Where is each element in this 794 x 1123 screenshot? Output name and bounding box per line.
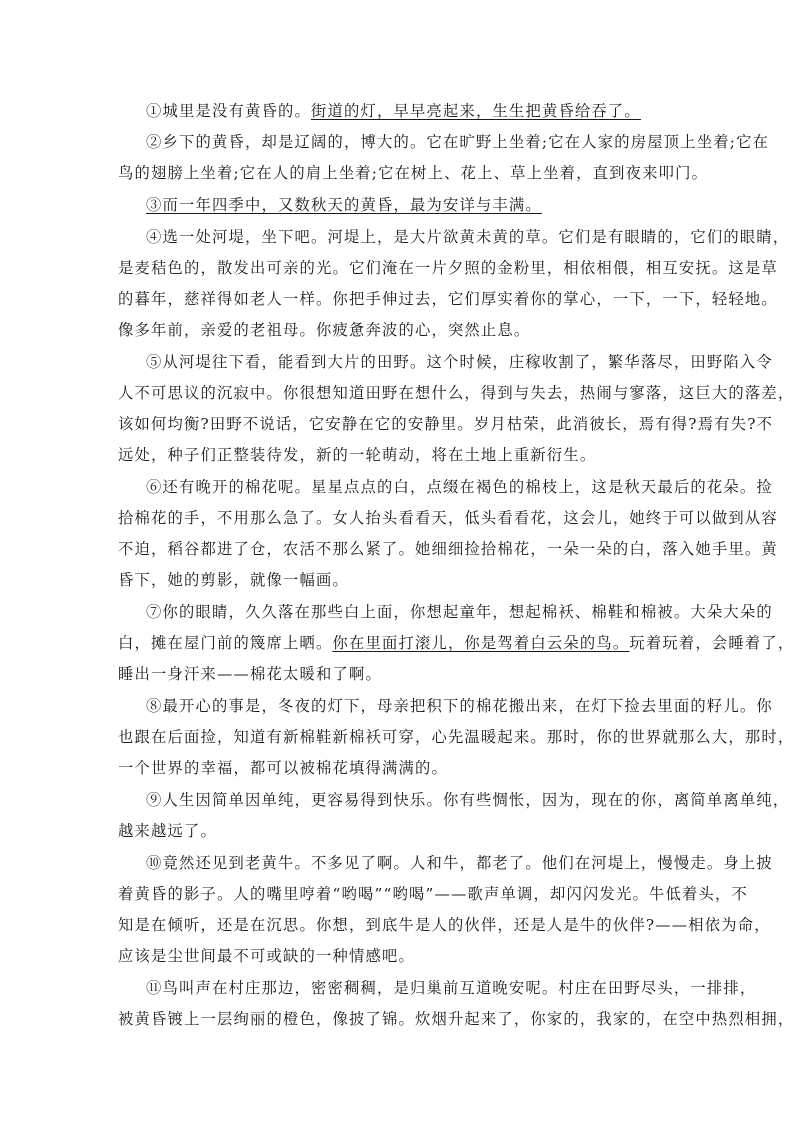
paragraph-7-line-2 — [118, 632, 794, 654]
paragraph-4-line-4: 像多年前，亲爱的老祖母。你疲惫奔波的心，突然止息。 — [118, 321, 531, 339]
text-run: 玩着玩着，会睡着了， — [629, 634, 794, 652]
paragraph-5-line-4: 远处，种子们正整装待发，新的一轮萌动，将在土地上重新衍生。 — [118, 446, 597, 464]
paragraph-3-line-1 — [146, 194, 542, 216]
paragraph-8-line-2: 也跟在后面捡，知道有新棉鞋新棉袄可穿，心先温暖起来。那时，你的世界就那么大，那时， — [118, 728, 794, 746]
underlined-sentence: 街道的灯，早早亮起来，生生把黄昏给吞了。 — [310, 102, 641, 120]
paragraph-11-line-2: 被黄昏镀上一层绚丽的橙色，像披了锦。炊烟升起来了，你家的，我家的，在空中热烈相拥， — [118, 1010, 794, 1028]
paragraph-6-line-3: 不迫，稻谷都进了仓，农活不那么紧了。她细细捡拾棉花，一朵一朵的白，落入她手里。黄 — [118, 540, 778, 558]
paragraph-2-line-1: ②乡下的黄昏，却是辽阔的，博大的。它在旷野上坐着;它在人家的房屋顶上坐着;它在 — [146, 133, 770, 151]
paragraph-5-line-3: 该如何均衡?田野不说话，它安静在它的安静里。岁月枯荣，此消彼长，焉有得?焉有失?不 — [118, 415, 774, 433]
paragraph-4-line-1: ④选一处河堤，坐下吧。河堤上，是大片欲黄未黄的草。它们是有眼睛的，它们的眼睛， — [146, 228, 790, 246]
paragraph-4-line-2: 是麦秸色的，散发出可亲的光。它们淹在一片夕照的金粉里，相依相偎，相互安抚。这是草 — [118, 259, 778, 277]
paragraph-1-line-1 — [146, 100, 641, 122]
paragraph-10-line-1: ⑩竟然还见到老黄牛。不多见了啊。人和牛，都老了。他们在河堤上，慢慢走。身上披 — [146, 854, 773, 872]
paragraph-4-line-3: 的暮年，慈祥得如老人一样。你把手伸过去，它们厚实着你的掌心，一下，一下，轻轻地。 — [118, 290, 778, 308]
text-run: ①城里是没有黄昏的。 — [146, 102, 311, 120]
paragraph-6-line-4: 昏下，她的剪影，就像一幅画。 — [118, 571, 349, 589]
paragraph-6-line-2: 拾棉花的手，不用那么急了。女人抬头看看天，低头看看花，这会儿，她终于可以做到从容 — [118, 509, 778, 527]
paragraph-5-line-2: 人不可思议的沉寂中。你很想知道田野在想什么，得到与失去，热闹与寥落，这巨大的落差， — [118, 384, 794, 402]
paragraph-9-line-1: ⑨人生因简单因单纯，更容易得到快乐。你有些惆怅，因为，现在的你，离简单离单纯， — [146, 791, 790, 809]
paragraph-8-line-3: 一个世界的幸福，都可以被棉花填得满满的。 — [118, 759, 448, 777]
paragraph-9-line-2: 越来越远了。 — [118, 822, 217, 840]
underlined-sentence: ③而一年四季中，又数秋天的黄昏，最为安详与丰满。 — [146, 196, 542, 214]
paragraph-2-line-2: 鸟的翅膀上坐着;它在人的肩上坐着;它在树上、花上、草上坐着，直到夜来叩门。 — [118, 164, 709, 182]
paragraph-7-line-1: ⑦你的眼睛，久久落在那些白上面，你想起童年，想起棉袄、棉鞋和棉被。大朵大朵的 — [146, 603, 773, 621]
underlined-sentence: 你在里面打滚儿，你是驾着白云朵的鸟。 — [332, 634, 630, 652]
paragraph-8-line-1: ⑧最开心的事是，冬夜的灯下，母亲把积下的棉花搬出来，在灯下捡去里面的籽儿。你 — [146, 697, 773, 715]
paragraph-6-line-1: ⑥还有晚开的棉花呢。星星点点的白，点缀在褐色的棉枝上，这是秋天最后的花朵。捡 — [146, 478, 773, 496]
paragraph-10-line-4: 应该是尘世间最不可或缺的一种情感吧。 — [118, 947, 415, 965]
paragraph-11-line-1: ⑪鸟叫声在村庄那边，密密稠稠，是归巢前互道晚安呢。村庄在田野尽头，一排排， — [146, 979, 757, 997]
text-run: 白，摊在屋门前的篾席上晒。 — [118, 634, 333, 652]
paragraph-7-line-3: 睡出一身汗来——棉花太暖和了啊。 — [118, 665, 382, 683]
paragraph-5-line-1: ⑤从河堤往下看，能看到大片的田野。这个时候，庄稼收割了，繁华落尽，田野陷入令 — [146, 353, 773, 371]
paragraph-10-line-3: 知是在倾听，还是在沉思。你想，到底牛是人的伙伴，还是人是牛的伙伴?——相依为命， — [118, 916, 771, 934]
paragraph-10-line-2: 着黄昏的影子。人的嘴里哼着“哟喝”“哟喝”——歌声单调，却闪闪发光。牛低着头，不 — [118, 885, 748, 903]
